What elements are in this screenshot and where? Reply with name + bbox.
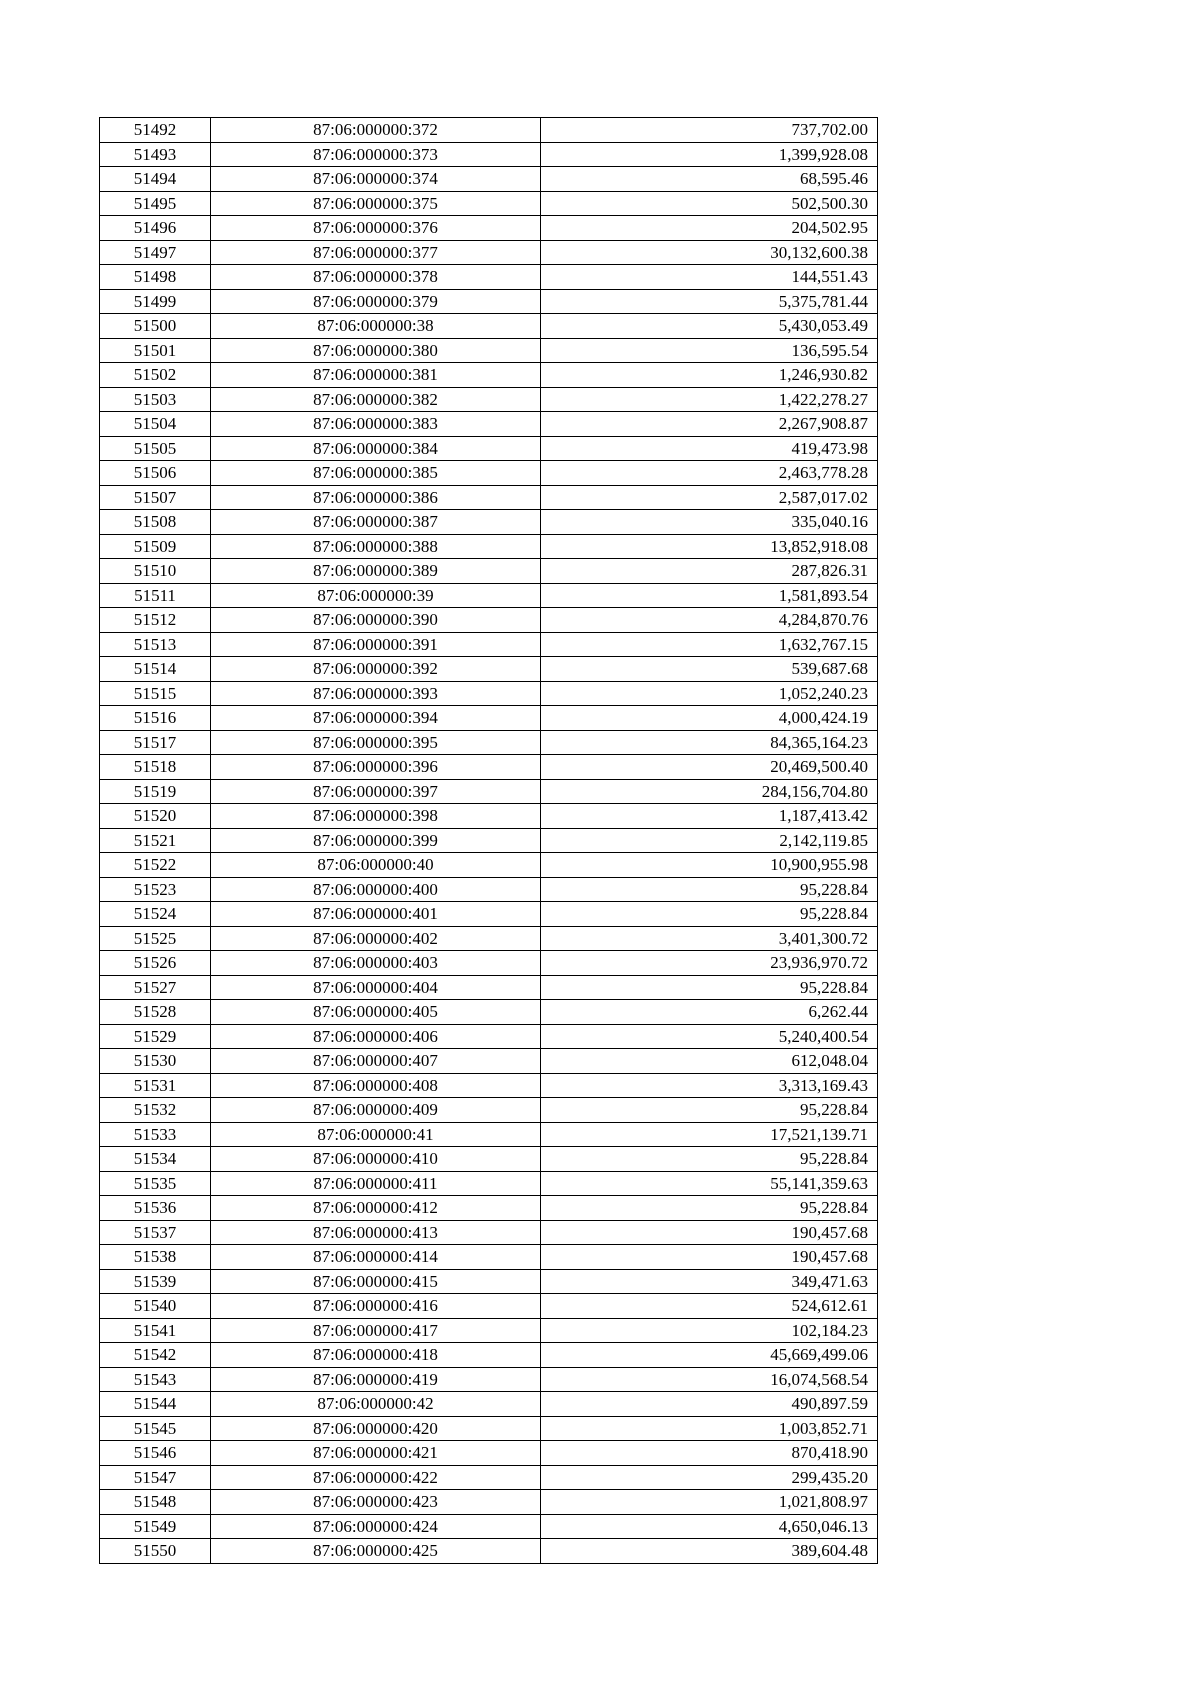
amount-cell: 95,228.84 xyxy=(541,975,878,1000)
cadastral-number-cell: 87:06:000000:413 xyxy=(211,1220,541,1245)
table-row xyxy=(100,1024,878,1049)
amount-cell: 389,604.48 xyxy=(541,1539,878,1564)
row-number-cell: 51511 xyxy=(100,583,211,608)
amount-cell: 17,521,139.71 xyxy=(541,1122,878,1147)
cadastral-number-cell: 87:06:000000:382 xyxy=(211,387,541,412)
table-row xyxy=(100,191,878,216)
table-row xyxy=(100,1318,878,1343)
table-row xyxy=(100,804,878,829)
table-row xyxy=(100,1269,878,1294)
table-row xyxy=(100,681,878,706)
table-row xyxy=(100,1049,878,1074)
table-row xyxy=(100,142,878,167)
row-number-cell: 51521 xyxy=(100,828,211,853)
cadastral-number-cell: 87:06:000000:372 xyxy=(211,118,541,143)
amount-cell: 2,463,778.28 xyxy=(541,461,878,486)
row-number-cell: 51542 xyxy=(100,1343,211,1368)
amount-cell: 102,184.23 xyxy=(541,1318,878,1343)
table-row xyxy=(100,828,878,853)
amount-cell: 287,826.31 xyxy=(541,559,878,584)
cadastral-number-cell: 87:06:000000:384 xyxy=(211,436,541,461)
amount-cell: 68,595.46 xyxy=(541,167,878,192)
table-row xyxy=(100,289,878,314)
cadastral-number-cell: 87:06:000000:409 xyxy=(211,1098,541,1123)
amount-cell: 3,401,300.72 xyxy=(541,926,878,951)
amount-cell: 4,650,046.13 xyxy=(541,1514,878,1539)
row-number-cell: 51528 xyxy=(100,1000,211,1025)
table-row xyxy=(100,1073,878,1098)
row-number-cell: 51529 xyxy=(100,1024,211,1049)
cadastral-number-cell: 87:06:000000:417 xyxy=(211,1318,541,1343)
row-number-cell: 51530 xyxy=(100,1049,211,1074)
table-row xyxy=(100,240,878,265)
cadastral-number-cell: 87:06:000000:412 xyxy=(211,1196,541,1221)
table-row xyxy=(100,1367,878,1392)
row-number-cell: 51547 xyxy=(100,1465,211,1490)
amount-cell: 2,142,119.85 xyxy=(541,828,878,853)
row-number-cell: 51515 xyxy=(100,681,211,706)
amount-cell: 144,551.43 xyxy=(541,265,878,290)
table-row xyxy=(100,1441,878,1466)
table-row xyxy=(100,1416,878,1441)
amount-cell: 2,267,908.87 xyxy=(541,412,878,437)
cadastral-number-cell: 87:06:000000:397 xyxy=(211,779,541,804)
row-number-cell: 51494 xyxy=(100,167,211,192)
row-number-cell: 51507 xyxy=(100,485,211,510)
row-number-cell: 51536 xyxy=(100,1196,211,1221)
amount-cell: 20,469,500.40 xyxy=(541,755,878,780)
table-row xyxy=(100,1245,878,1270)
row-number-cell: 51498 xyxy=(100,265,211,290)
row-number-cell: 51527 xyxy=(100,975,211,1000)
row-number-cell: 51512 xyxy=(100,608,211,633)
row-number-cell: 51502 xyxy=(100,363,211,388)
amount-cell: 204,502.95 xyxy=(541,216,878,241)
table-row xyxy=(100,461,878,486)
cadastral-number-cell: 87:06:000000:392 xyxy=(211,657,541,682)
row-number-cell: 51516 xyxy=(100,706,211,731)
cadastral-number-cell: 87:06:000000:395 xyxy=(211,730,541,755)
table-row xyxy=(100,1514,878,1539)
cadastral-number-cell: 87:06:000000:41 xyxy=(211,1122,541,1147)
table-row xyxy=(100,1490,878,1515)
cadastral-number-cell: 87:06:000000:380 xyxy=(211,338,541,363)
row-number-cell: 51492 xyxy=(100,118,211,143)
row-number-cell: 51503 xyxy=(100,387,211,412)
row-number-cell: 51513 xyxy=(100,632,211,657)
amount-cell: 1,422,278.27 xyxy=(541,387,878,412)
table-row xyxy=(100,534,878,559)
cadastral-number-cell: 87:06:000000:393 xyxy=(211,681,541,706)
amount-cell: 612,048.04 xyxy=(541,1049,878,1074)
amount-cell: 1,187,413.42 xyxy=(541,804,878,829)
table-row xyxy=(100,1147,878,1172)
amount-cell: 190,457.68 xyxy=(541,1220,878,1245)
cadastral-number-cell: 87:06:000000:385 xyxy=(211,461,541,486)
table-row xyxy=(100,926,878,951)
amount-cell: 3,313,169.43 xyxy=(541,1073,878,1098)
cadastral-number-cell: 87:06:000000:376 xyxy=(211,216,541,241)
row-number-cell: 51496 xyxy=(100,216,211,241)
row-number-cell: 51501 xyxy=(100,338,211,363)
cadastral-number-cell: 87:06:000000:391 xyxy=(211,632,541,657)
cadastral-number-cell: 87:06:000000:414 xyxy=(211,1245,541,1270)
row-number-cell: 51541 xyxy=(100,1318,211,1343)
cadastral-number-cell: 87:06:000000:378 xyxy=(211,265,541,290)
amount-cell: 136,595.54 xyxy=(541,338,878,363)
table-row xyxy=(100,1196,878,1221)
row-number-cell: 51526 xyxy=(100,951,211,976)
row-number-cell: 51539 xyxy=(100,1269,211,1294)
table-row xyxy=(100,1098,878,1123)
row-number-cell: 51543 xyxy=(100,1367,211,1392)
table-row xyxy=(100,265,878,290)
cadastral-number-cell: 87:06:000000:408 xyxy=(211,1073,541,1098)
amount-cell: 55,141,359.63 xyxy=(541,1171,878,1196)
cadastral-number-cell: 87:06:000000:411 xyxy=(211,1171,541,1196)
row-number-cell: 51518 xyxy=(100,755,211,780)
cadastral-number-cell: 87:06:000000:401 xyxy=(211,902,541,927)
cadastral-number-cell: 87:06:000000:419 xyxy=(211,1367,541,1392)
table-row xyxy=(100,657,878,682)
amount-cell: 13,852,918.08 xyxy=(541,534,878,559)
amount-cell: 870,418.90 xyxy=(541,1441,878,1466)
row-number-cell: 51550 xyxy=(100,1539,211,1564)
table-row xyxy=(100,608,878,633)
row-number-cell: 51517 xyxy=(100,730,211,755)
row-number-cell: 51500 xyxy=(100,314,211,339)
amount-cell: 95,228.84 xyxy=(541,877,878,902)
amount-cell: 1,581,893.54 xyxy=(541,583,878,608)
cadastral-number-cell: 87:06:000000:387 xyxy=(211,510,541,535)
amount-cell: 1,246,930.82 xyxy=(541,363,878,388)
row-number-cell: 51531 xyxy=(100,1073,211,1098)
amount-cell: 95,228.84 xyxy=(541,1196,878,1221)
amount-cell: 23,936,970.72 xyxy=(541,951,878,976)
amount-cell: 45,669,499.06 xyxy=(541,1343,878,1368)
cadastral-number-cell: 87:06:000000:39 xyxy=(211,583,541,608)
cadastral-number-cell: 87:06:000000:402 xyxy=(211,926,541,951)
table-row xyxy=(100,485,878,510)
cadastral-number-cell: 87:06:000000:389 xyxy=(211,559,541,584)
cadastral-number-cell: 87:06:000000:394 xyxy=(211,706,541,731)
cadastral-number-cell: 87:06:000000:416 xyxy=(211,1294,541,1319)
cadastral-number-cell: 87:06:000000:422 xyxy=(211,1465,541,1490)
amount-cell: 284,156,704.80 xyxy=(541,779,878,804)
cadastral-number-cell: 87:06:000000:423 xyxy=(211,1490,541,1515)
table-row xyxy=(100,877,878,902)
row-number-cell: 51525 xyxy=(100,926,211,951)
row-number-cell: 51497 xyxy=(100,240,211,265)
table-row xyxy=(100,1000,878,1025)
table-row xyxy=(100,1392,878,1417)
amount-cell: 95,228.84 xyxy=(541,1147,878,1172)
amount-cell: 1,021,808.97 xyxy=(541,1490,878,1515)
cadastral-number-cell: 87:06:000000:415 xyxy=(211,1269,541,1294)
cadastral-number-cell: 87:06:000000:400 xyxy=(211,877,541,902)
cadastral-number-cell: 87:06:000000:38 xyxy=(211,314,541,339)
table-row xyxy=(100,755,878,780)
amount-cell: 1,632,767.15 xyxy=(541,632,878,657)
cadastral-number-cell: 87:06:000000:424 xyxy=(211,1514,541,1539)
cadastral-number-cell: 87:06:000000:406 xyxy=(211,1024,541,1049)
amount-cell: 4,000,424.19 xyxy=(541,706,878,731)
cadastral-number-cell: 87:06:000000:383 xyxy=(211,412,541,437)
table-row xyxy=(100,1171,878,1196)
table-row xyxy=(100,730,878,755)
cadastral-number-cell: 87:06:000000:42 xyxy=(211,1392,541,1417)
amount-cell: 95,228.84 xyxy=(541,1098,878,1123)
amount-cell: 10,900,955.98 xyxy=(541,853,878,878)
cadastral-number-cell: 87:06:000000:373 xyxy=(211,142,541,167)
cadastral-number-cell: 87:06:000000:396 xyxy=(211,755,541,780)
amount-cell: 524,612.61 xyxy=(541,1294,878,1319)
amount-cell: 84,365,164.23 xyxy=(541,730,878,755)
table-row xyxy=(100,314,878,339)
table-row xyxy=(100,1220,878,1245)
amount-cell: 5,430,053.49 xyxy=(541,314,878,339)
cadastral-number-cell: 87:06:000000:388 xyxy=(211,534,541,559)
row-number-cell: 51514 xyxy=(100,657,211,682)
row-number-cell: 51493 xyxy=(100,142,211,167)
table-row xyxy=(100,1465,878,1490)
table-row xyxy=(100,632,878,657)
amount-cell: 5,375,781.44 xyxy=(541,289,878,314)
table-row xyxy=(100,118,878,143)
table-row xyxy=(100,779,878,804)
cadastral-number-cell: 87:06:000000:404 xyxy=(211,975,541,1000)
amount-cell: 1,052,240.23 xyxy=(541,681,878,706)
amount-cell: 1,399,928.08 xyxy=(541,142,878,167)
table-row xyxy=(100,902,878,927)
row-number-cell: 51520 xyxy=(100,804,211,829)
row-number-cell: 51537 xyxy=(100,1220,211,1245)
row-number-cell: 51519 xyxy=(100,779,211,804)
row-number-cell: 51510 xyxy=(100,559,211,584)
row-number-cell: 51505 xyxy=(100,436,211,461)
cadastral-number-cell: 87:06:000000:375 xyxy=(211,191,541,216)
table-row xyxy=(100,387,878,412)
amount-cell: 6,262.44 xyxy=(541,1000,878,1025)
row-number-cell: 51546 xyxy=(100,1441,211,1466)
cadastral-number-cell: 87:06:000000:386 xyxy=(211,485,541,510)
amount-cell: 490,897.59 xyxy=(541,1392,878,1417)
amount-cell: 4,284,870.76 xyxy=(541,608,878,633)
row-number-cell: 51534 xyxy=(100,1147,211,1172)
row-number-cell: 51540 xyxy=(100,1294,211,1319)
row-number-cell: 51509 xyxy=(100,534,211,559)
table-row xyxy=(100,363,878,388)
row-number-cell: 51504 xyxy=(100,412,211,437)
row-number-cell: 51495 xyxy=(100,191,211,216)
row-number-cell: 51538 xyxy=(100,1245,211,1270)
amount-cell: 349,471.63 xyxy=(541,1269,878,1294)
amount-cell: 335,040.16 xyxy=(541,510,878,535)
cadastral-number-cell: 87:06:000000:407 xyxy=(211,1049,541,1074)
amount-cell: 502,500.30 xyxy=(541,191,878,216)
table-row xyxy=(100,1122,878,1147)
amount-cell: 30,132,600.38 xyxy=(541,240,878,265)
row-number-cell: 51522 xyxy=(100,853,211,878)
amount-cell: 2,587,017.02 xyxy=(541,485,878,510)
cadastral-number-cell: 87:06:000000:377 xyxy=(211,240,541,265)
cadastral-number-cell: 87:06:000000:425 xyxy=(211,1539,541,1564)
row-number-cell: 51499 xyxy=(100,289,211,314)
amount-cell: 5,240,400.54 xyxy=(541,1024,878,1049)
cadastral-number-cell: 87:06:000000:374 xyxy=(211,167,541,192)
records-table xyxy=(99,117,878,1564)
amount-cell: 95,228.84 xyxy=(541,902,878,927)
table-row xyxy=(100,1539,878,1564)
table-row xyxy=(100,338,878,363)
cadastral-number-cell: 87:06:000000:421 xyxy=(211,1441,541,1466)
row-number-cell: 51524 xyxy=(100,902,211,927)
table-row xyxy=(100,559,878,584)
table-row xyxy=(100,975,878,1000)
cadastral-number-cell: 87:06:000000:418 xyxy=(211,1343,541,1368)
cadastral-number-cell: 87:06:000000:40 xyxy=(211,853,541,878)
table-row xyxy=(100,951,878,976)
cadastral-number-cell: 87:06:000000:398 xyxy=(211,804,541,829)
cadastral-number-cell: 87:06:000000:379 xyxy=(211,289,541,314)
amount-cell: 190,457.68 xyxy=(541,1245,878,1270)
amount-cell: 539,687.68 xyxy=(541,657,878,682)
cadastral-number-cell: 87:06:000000:405 xyxy=(211,1000,541,1025)
table-row xyxy=(100,1294,878,1319)
table-row xyxy=(100,853,878,878)
amount-cell: 419,473.98 xyxy=(541,436,878,461)
row-number-cell: 51548 xyxy=(100,1490,211,1515)
records-body xyxy=(100,118,878,1564)
table-row xyxy=(100,1343,878,1368)
cadastral-number-cell: 87:06:000000:381 xyxy=(211,363,541,388)
table-row xyxy=(100,583,878,608)
row-number-cell: 51506 xyxy=(100,461,211,486)
row-number-cell: 51523 xyxy=(100,877,211,902)
table-row xyxy=(100,706,878,731)
amount-cell: 737,702.00 xyxy=(541,118,878,143)
table-row xyxy=(100,167,878,192)
amount-cell: 299,435.20 xyxy=(541,1465,878,1490)
cadastral-number-cell: 87:06:000000:399 xyxy=(211,828,541,853)
table-row xyxy=(100,412,878,437)
row-number-cell: 51549 xyxy=(100,1514,211,1539)
amount-cell: 16,074,568.54 xyxy=(541,1367,878,1392)
cadastral-number-cell: 87:06:000000:420 xyxy=(211,1416,541,1441)
table-row xyxy=(100,436,878,461)
row-number-cell: 51533 xyxy=(100,1122,211,1147)
row-number-cell: 51544 xyxy=(100,1392,211,1417)
row-number-cell: 51535 xyxy=(100,1171,211,1196)
amount-cell: 1,003,852.71 xyxy=(541,1416,878,1441)
row-number-cell: 51532 xyxy=(100,1098,211,1123)
cadastral-number-cell: 87:06:000000:403 xyxy=(211,951,541,976)
row-number-cell: 51545 xyxy=(100,1416,211,1441)
cadastral-number-cell: 87:06:000000:390 xyxy=(211,608,541,633)
row-number-cell: 51508 xyxy=(100,510,211,535)
table-row xyxy=(100,510,878,535)
table-row xyxy=(100,216,878,241)
cadastral-number-cell: 87:06:000000:410 xyxy=(211,1147,541,1172)
